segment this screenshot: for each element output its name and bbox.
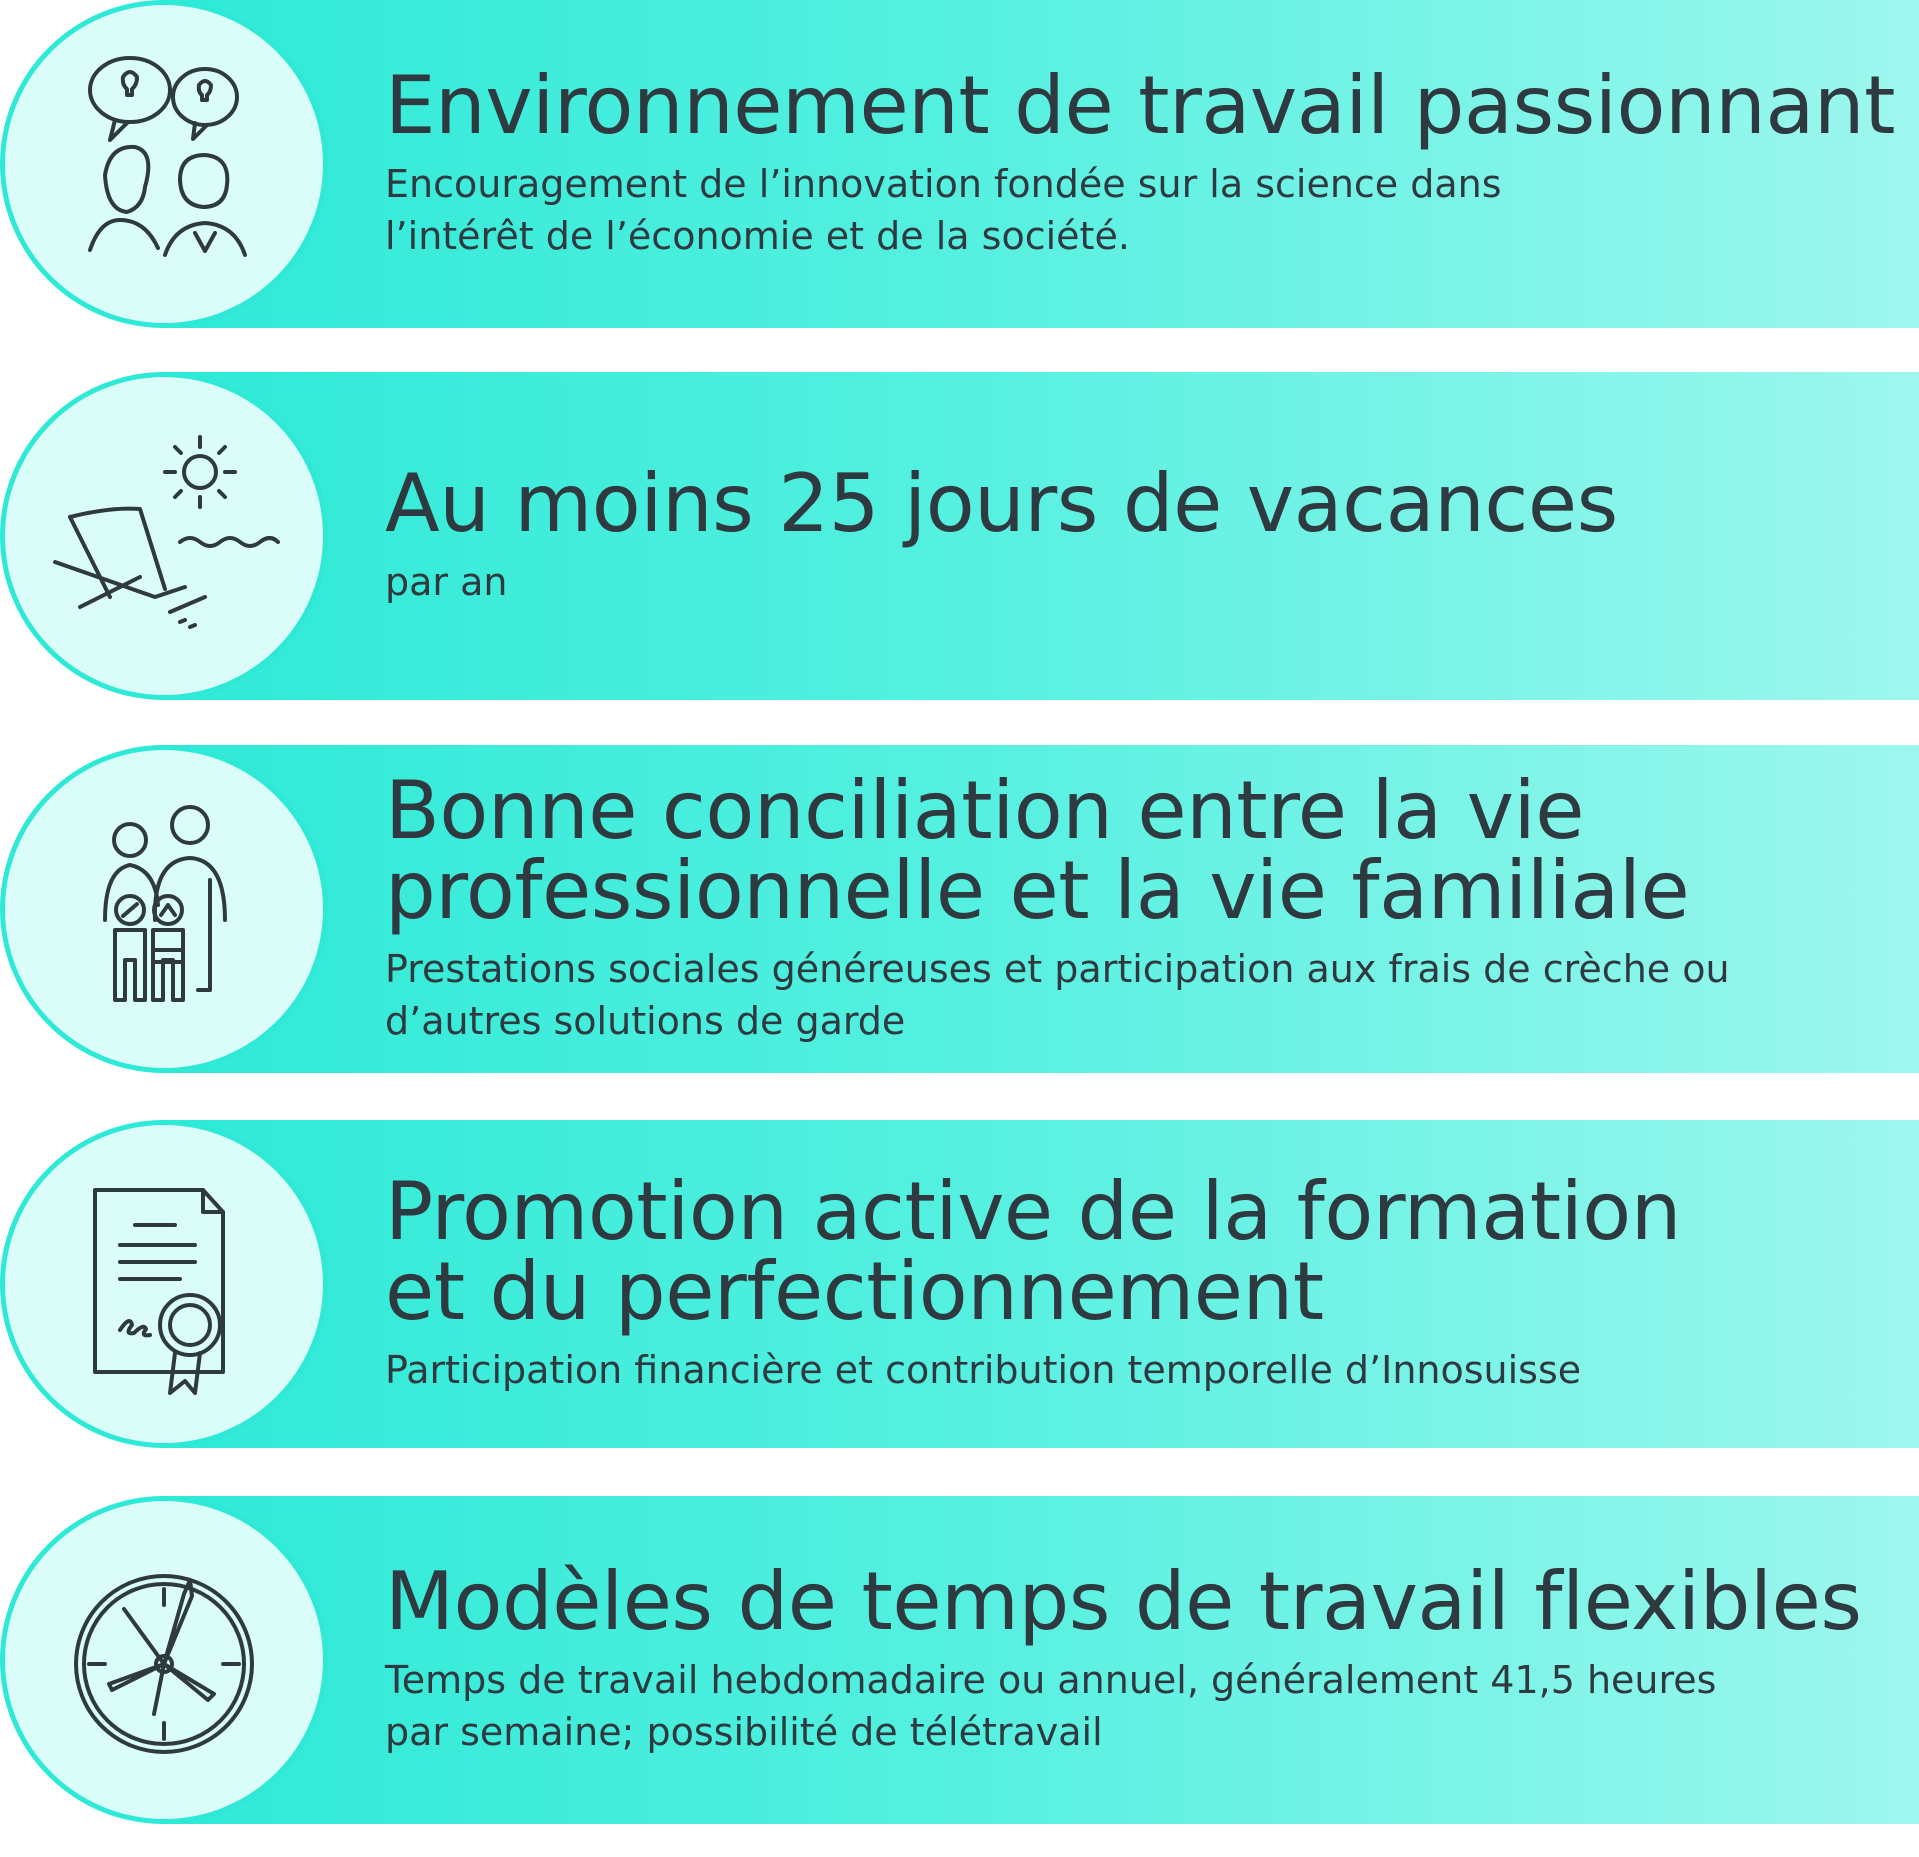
benefit-title: Au moins 25 jours de vacances (385, 457, 1618, 550)
icon-circle (0, 1496, 328, 1824)
benefit-description (385, 158, 1879, 262)
benefit-description (385, 1654, 1879, 1758)
description-line: l’intérêt de l’économie et de la société. (385, 214, 1130, 258)
benefit-item-vacation (0, 372, 1919, 700)
certificate-icon (5, 1125, 323, 1443)
description-line: d’autres solutions de garde (385, 999, 906, 1043)
description-line: Prestations sociales généreuses et participation aux frais de crèche ou (385, 947, 1730, 991)
icon-circle (0, 372, 328, 700)
description-line: par an (385, 560, 508, 604)
beach-chair-icon (5, 377, 323, 695)
title-line: Promotion active de la formation (385, 1165, 1681, 1258)
benefit-description (385, 943, 1879, 1047)
benefit-text (385, 1120, 1879, 1448)
benefit-text (385, 372, 1879, 700)
family-icon (5, 750, 323, 1068)
benefit-title: Environnement de travail passionnant (385, 59, 1895, 152)
icon-circle (0, 0, 328, 328)
title-line: Bonne conciliation entre la vie (385, 764, 1584, 857)
benefit-description (385, 556, 1879, 608)
benefit-text (385, 0, 1895, 328)
clock-icon (5, 1501, 323, 1819)
description-line: Participation financière et contribution temporelle d’Innosuisse (385, 1348, 1582, 1392)
benefit-item-training (0, 1120, 1919, 1448)
title-line: professionnelle et la vie familiale (385, 844, 1690, 937)
description-line: Encouragement de l’innovation fondée sur la science dans (385, 162, 1502, 206)
icon-circle (0, 745, 328, 1073)
description-line: Temps de travail hebdomadaire ou annuel, généralement 41,5 heures (385, 1658, 1717, 1702)
description-line: par semaine; possibilité de télétravail (385, 1710, 1103, 1754)
benefit-title (385, 764, 1879, 937)
benefit-text (385, 1496, 1879, 1824)
benefit-description (385, 1344, 1879, 1396)
title-line: et du perfectionnement (385, 1245, 1324, 1338)
benefit-item-work-life-balance (0, 745, 1919, 1073)
icon-circle (0, 1120, 328, 1448)
benefit-item-flexible-hours (0, 1496, 1919, 1824)
benefit-title (385, 1165, 1879, 1338)
benefit-item-work-environment (0, 0, 1919, 328)
people-ideas-icon (5, 5, 323, 323)
benefit-title: Modèles de temps de travail flexibles (385, 1555, 1862, 1648)
benefit-text (385, 745, 1879, 1073)
